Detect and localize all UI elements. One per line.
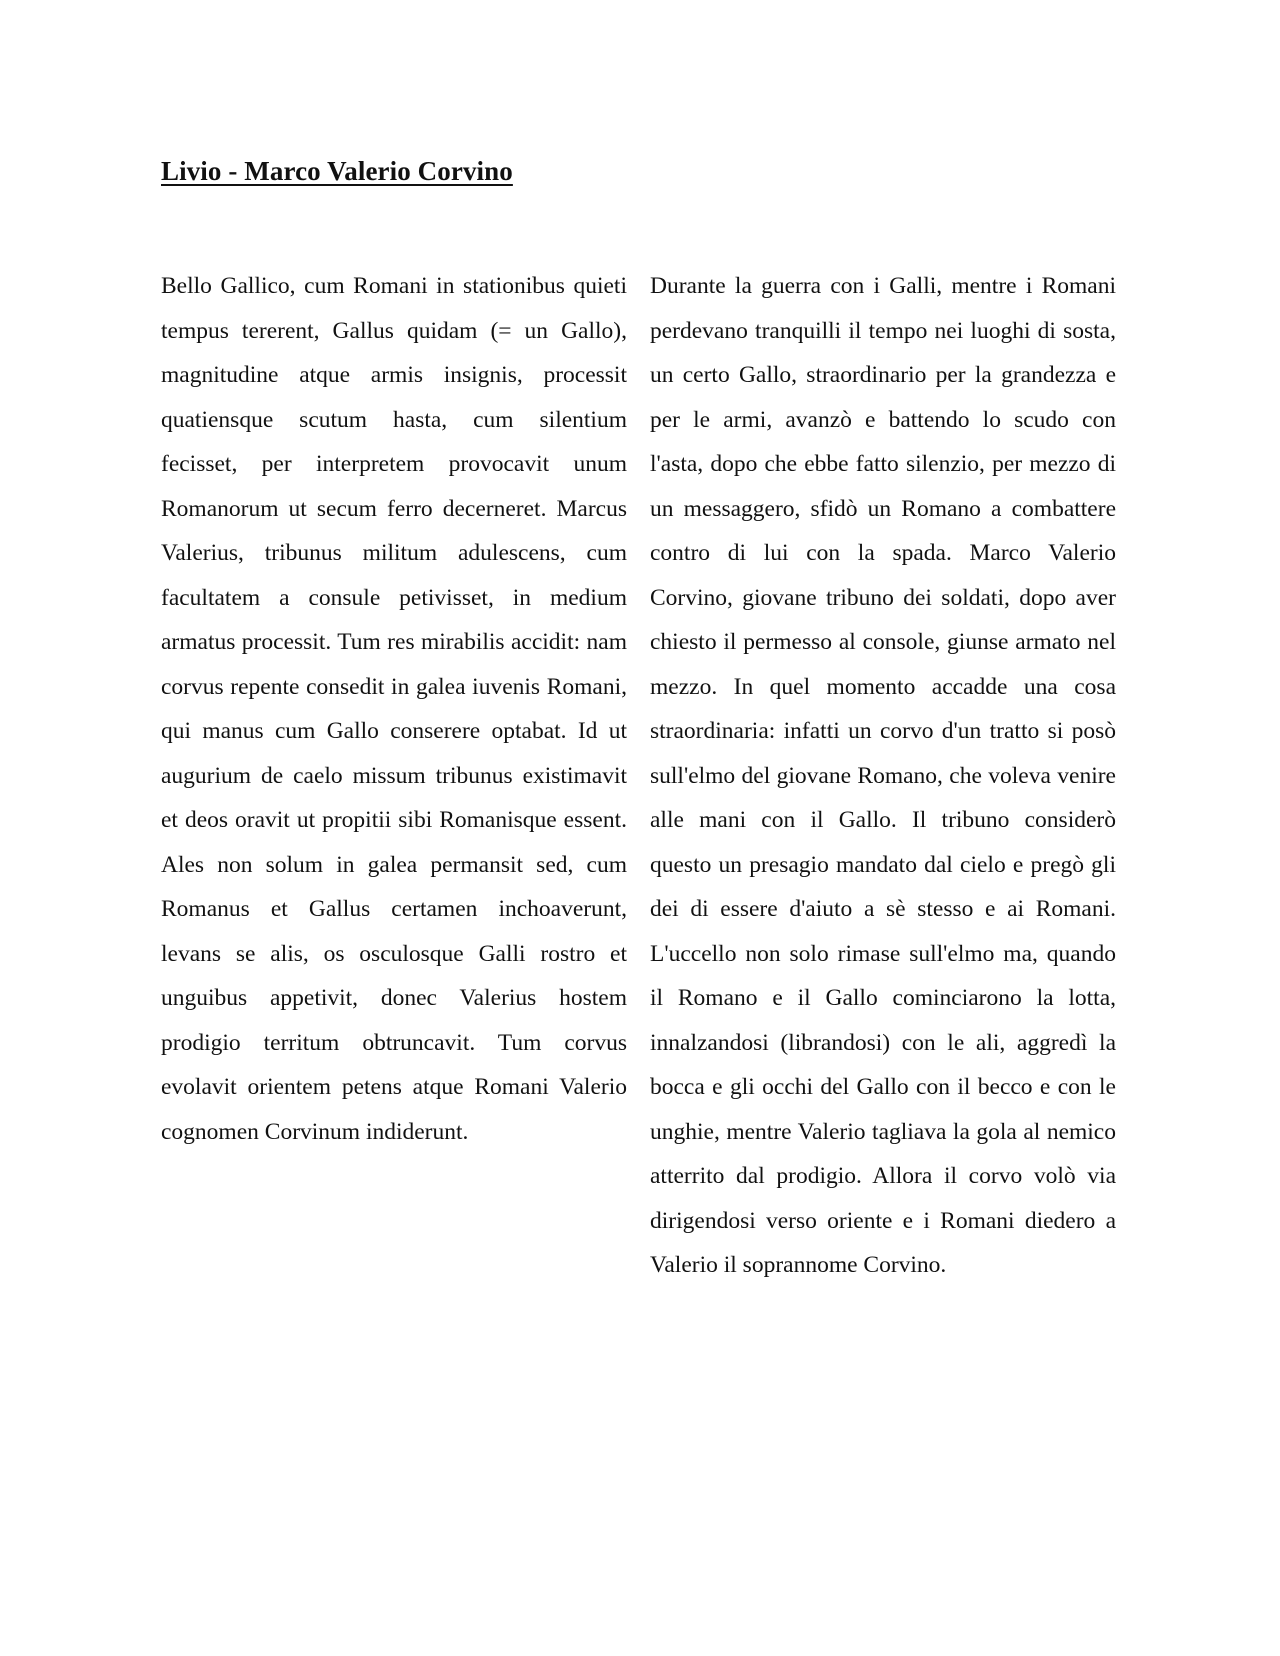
italian-translation-column: Durante la guerra con i Galli, mentre i Romani perdevano tranquilli il tempo nei luoghi di sosta, un certo Gallo, straordinario per la grandezza e per le armi, avanzò e battendo lo scudo con l'asta, dopo che ebbe fatto silenzio, per mezzo di un messaggero, sfidò un Romano a combattere contro di lui con la spada. Marco Valerio Corvino, giovane tribuno dei soldati, dopo aver chiesto il permesso al console, giunse armato nel mezzo. In quel momento accadde una cosa straordinaria: infatti un corvo d'un tratto si posò sull'elmo del giovane Romano, che voleva venire alle mani con il Gallo. Il tribuno considerò questo un presagio mandato dal cielo e pregò gli dei di essere d'aiuto a sè stesso e ai Romani. L'uccello non solo rimase sull'elmo ma, quando il Romano e il Gallo cominciarono la lotta, innalzandosi (librandosi) con le ali, aggredì la bocca e gli occhi del Gallo con il becco e con le unghie, mentre Valerio tagliava la gola al nemico atterrito dal prodigio. Allora il corvo volò via dirigendosi verso oriente e i Romani diedero a Valerio il soprannome Corvino. xyxy=(650,273,1116,1278)
latin-text-column: Bello Gallico, cum Romani in stationibus quieti tempus tererent, Gallus quidam (= un Gallo), magnitudine atque armis insignis, processit quatiensque scutum hasta, cum silentium fecisset, per interpretem provocavit unum Romanorum ut secum ferro decerneret. Marcus Valerius, tribunus militum adulescens, cum facultatem a consule petivisset, in medium armatus processit. Tum res mirabilis accidit: nam corvus repente consedit in galea iuvenis Romani, qui manus cum Gallo conserere optabat. Id ut augurium de caelo missum tribunus existimavit et deos oravit ut propitii sibi Romanisque essent. Ales non solum in galea permansit sed, cum Romanus et Gallus certamen inchoaverunt, levans se alis, os osculosque Galli rostro et unguibus appetivit, donec Valerius hostem prodigio territum obtruncavit. Tum corvus evolavit orientem petens atque Romani Valerio cognomen Corvinum indiderunt. xyxy=(161,273,627,1145)
document-title: Livio - Marco Valerio Corvino xyxy=(161,156,513,186)
